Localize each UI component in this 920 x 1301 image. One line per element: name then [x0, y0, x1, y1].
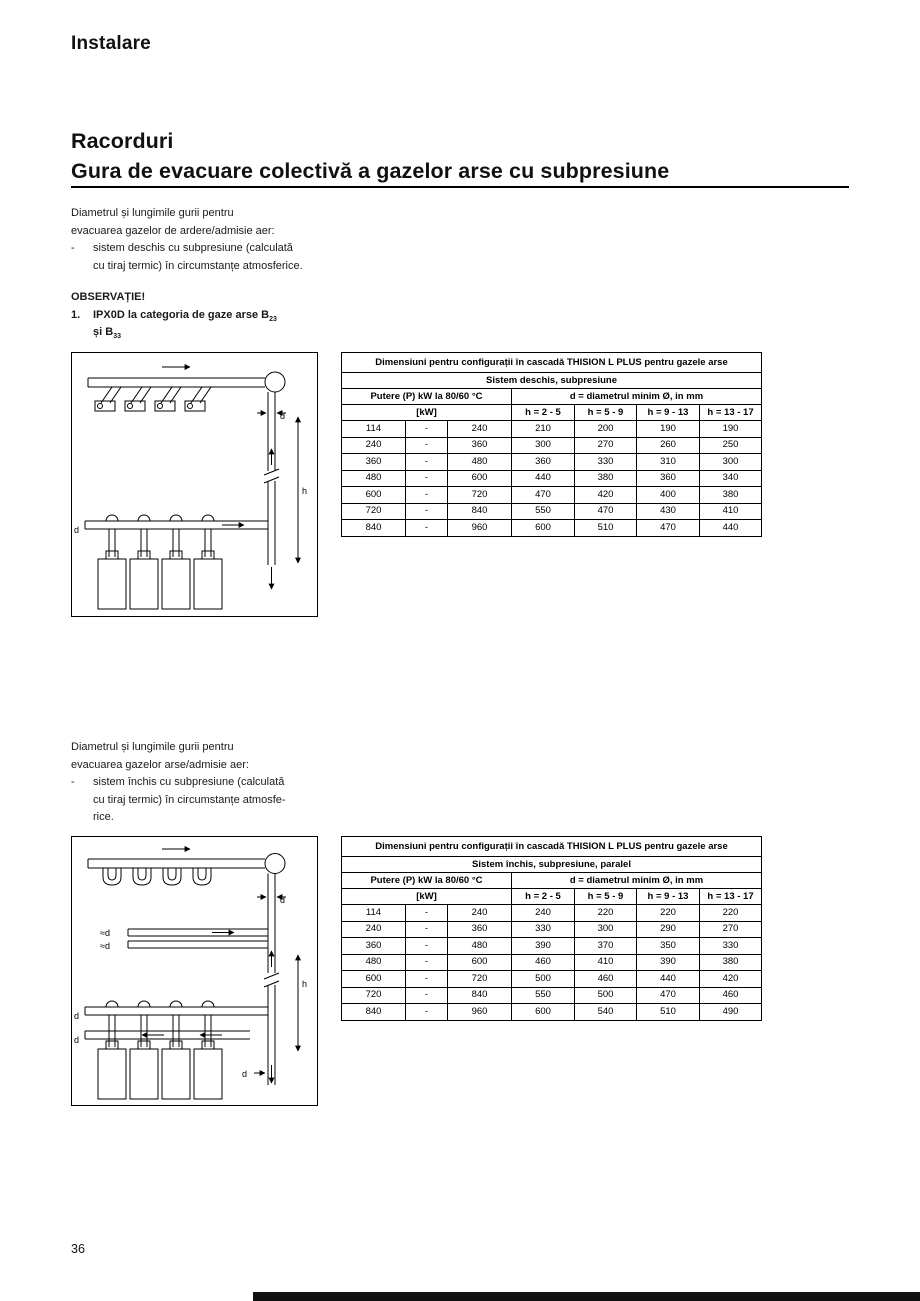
- table-cell: 360: [448, 921, 512, 938]
- table-cell: -: [406, 971, 448, 988]
- table-cell: 840: [342, 520, 406, 537]
- table-row: [342, 1004, 762, 1021]
- table-cell: 500: [575, 987, 637, 1004]
- table-title: Dimensiuni pentru configurații în cascadă THISION L PLUS pentru gazele arse: [342, 837, 762, 857]
- concentric-flue-stubs: [103, 868, 211, 885]
- diameter-column-group: d = diametrul minim Ø, in mm: [512, 873, 762, 889]
- table-cell: 600: [448, 954, 512, 971]
- table-cell: 190: [637, 421, 700, 438]
- vertical-flue-duct: [264, 874, 279, 1086]
- table-cell: 270: [700, 921, 762, 938]
- table-cell: -: [406, 437, 448, 454]
- note-item-text2-main: și B: [93, 326, 114, 338]
- table-cell: 840: [448, 503, 512, 520]
- note-item-number: 1.: [71, 308, 81, 321]
- table-cell: 960: [448, 520, 512, 537]
- paragraph-line: Diametrul și lungimile gurii pentru: [71, 741, 234, 753]
- table-cell: 290: [637, 921, 700, 938]
- power-column-group: Putere (P) kW la 80/60 °C: [342, 873, 512, 889]
- paragraph-line: evacuarea gazelor arse/admisie aer:: [71, 758, 249, 771]
- bullet-text: sistem deschis cu subpresiune (calculată: [93, 242, 293, 254]
- intro-open-paragraph: [71, 205, 361, 275]
- parallel-connector-ducts: [128, 929, 268, 948]
- kw-header: [kW]: [342, 889, 512, 905]
- table-cell: 380: [700, 954, 762, 971]
- table-cell: 840: [342, 1004, 406, 1021]
- table-cell: 360: [512, 454, 575, 471]
- label-approx-d-1: ≈d: [100, 928, 110, 938]
- table-row: [342, 454, 762, 471]
- table-cell: 540: [575, 1004, 637, 1021]
- title-divider-rule: [71, 186, 849, 188]
- table-cell: 550: [512, 987, 575, 1004]
- bullet-item: [71, 240, 361, 258]
- note-item: [71, 307, 361, 325]
- bottom-flue-duct: [85, 1007, 268, 1015]
- table-row: [342, 954, 762, 971]
- table-row: [342, 987, 762, 1004]
- table-cell: 600: [342, 971, 406, 988]
- table-cell: 600: [342, 487, 406, 504]
- cascade-dimensions-table-open: [341, 352, 762, 537]
- cascade-open-diagram-svg: [72, 353, 317, 616]
- diagram-linework: [85, 849, 298, 1099]
- table-cell: 310: [637, 454, 700, 471]
- table-cell: 390: [637, 954, 700, 971]
- table-row: [342, 971, 762, 988]
- table-row: [342, 503, 762, 520]
- cascade-closed-diagram-svg: [72, 837, 317, 1105]
- table-cell: 330: [700, 938, 762, 955]
- table-cell: 470: [637, 987, 700, 1004]
- boilers: [98, 1041, 222, 1099]
- table-cell: 350: [637, 938, 700, 955]
- collector-duct: [88, 372, 285, 392]
- table-cell: 470: [575, 503, 637, 520]
- table-cell: 550: [512, 503, 575, 520]
- diameter-column-group: d = diametrul minim Ø, in mm: [512, 389, 762, 405]
- bullet-item: [71, 774, 361, 792]
- table-cell: -: [406, 487, 448, 504]
- boiler-flue-stubs: [95, 387, 211, 411]
- table-cell: 440: [700, 520, 762, 537]
- table-cell: 114: [342, 421, 406, 438]
- note-item-text-line2: [71, 324, 361, 342]
- table-cell: 330: [512, 921, 575, 938]
- table-cell: 390: [512, 938, 575, 955]
- table-cell: 460: [512, 954, 575, 971]
- table-cell: 440: [512, 470, 575, 487]
- table-cell: 250: [700, 437, 762, 454]
- footer-scan-bar: [253, 1292, 920, 1301]
- table-cell: 960: [448, 1004, 512, 1021]
- kw-header: [kW]: [342, 405, 512, 421]
- note-item-text: [93, 307, 277, 325]
- table-cell: 240: [512, 905, 575, 922]
- table-cell: 720: [342, 503, 406, 520]
- table-cell: 600: [448, 470, 512, 487]
- table-cell: 240: [448, 905, 512, 922]
- paragraph-line: evacuarea gazelor de ardere/admisie aer:: [71, 224, 275, 237]
- table-cell: 470: [637, 520, 700, 537]
- chapter-heading: Instalare: [71, 33, 151, 54]
- table-cell: 410: [575, 954, 637, 971]
- table-cell: 270: [575, 437, 637, 454]
- label-h: h: [302, 486, 308, 496]
- table-cell: 420: [575, 487, 637, 504]
- table-cell: 380: [575, 470, 637, 487]
- table-cell: 840: [448, 987, 512, 1004]
- table-row: [342, 487, 762, 504]
- table-cell: 114: [342, 905, 406, 922]
- table-cell: 510: [575, 520, 637, 537]
- table-cell: 440: [637, 971, 700, 988]
- table-cell: 240: [448, 421, 512, 438]
- table-subtitle: Sistem deschis, subpresiune: [342, 373, 762, 389]
- table-cell: 330: [575, 454, 637, 471]
- h-column-header: h = 13 - 17: [700, 889, 762, 905]
- note-item-subscript2: 33: [113, 333, 121, 341]
- table-row: [342, 520, 762, 537]
- section-title-line1: Racorduri: [71, 129, 174, 153]
- table-cell: 200: [575, 421, 637, 438]
- power-column-group: Putere (P) kW la 80/60 °C: [342, 389, 512, 405]
- table-cell: 240: [342, 437, 406, 454]
- table-cell: -: [406, 470, 448, 487]
- bullet-marker: -: [71, 242, 75, 254]
- table-row: [342, 437, 762, 454]
- label-d-outlet: d: [242, 1069, 248, 1079]
- table-body: [342, 905, 762, 1021]
- table-cell: 190: [700, 421, 762, 438]
- table-cell: 720: [448, 487, 512, 504]
- table-title: Dimensiuni pentru configurații în cascadă THISION L PLUS pentru gazele arse: [342, 353, 762, 373]
- table-cell: 600: [512, 1004, 575, 1021]
- section-title: [71, 126, 669, 186]
- table-cell: 220: [700, 905, 762, 922]
- table-cell: 410: [700, 503, 762, 520]
- table-cell: -: [406, 987, 448, 1004]
- table-cell: 360: [637, 470, 700, 487]
- table-cell: 360: [342, 938, 406, 955]
- table-cell: -: [406, 454, 448, 471]
- table-cell: -: [406, 938, 448, 955]
- table-cell: 370: [575, 938, 637, 955]
- table-row: [342, 421, 762, 438]
- table-cell: 480: [342, 954, 406, 971]
- table-cell: -: [406, 520, 448, 537]
- paragraph-line: Diametrul și lungimile gurii pentru: [71, 207, 234, 219]
- table-cell: 300: [512, 437, 575, 454]
- section-title-line2: Gura de evacuare colectivă a gazelor arse cu subpresiune: [71, 159, 670, 183]
- table-cell: 240: [342, 921, 406, 938]
- table-cell: 720: [342, 987, 406, 1004]
- h-column-header: h = 5 - 9: [575, 405, 637, 421]
- h-column-header: h = 13 - 17: [700, 405, 762, 421]
- vertical-flue-duct: [264, 392, 279, 589]
- page-number: 36: [71, 1242, 85, 1256]
- bottom-air-duct: [85, 1031, 250, 1039]
- table-body: [342, 421, 762, 537]
- table-cell: 460: [575, 971, 637, 988]
- table-cell: -: [406, 954, 448, 971]
- diagram-linework: [85, 367, 298, 609]
- table-row: [342, 921, 762, 938]
- h-column-header: h = 2 - 5: [512, 405, 575, 421]
- bullet-text-continuation: rice.: [93, 811, 114, 823]
- note-item-text-main: IPX0D la categoria de gaze arse B: [93, 308, 270, 321]
- table-cell: 470: [512, 487, 575, 504]
- table-cell: 400: [637, 487, 700, 504]
- table-subtitle: Sistem închis, subpresiune, paralel: [342, 857, 762, 873]
- table-cell: 420: [700, 971, 762, 988]
- table-cell: 260: [637, 437, 700, 454]
- table-cell: 480: [448, 938, 512, 955]
- h-column-header: h = 9 - 13: [637, 889, 700, 905]
- label-d-top: d: [280, 411, 286, 421]
- bullet-marker: -: [71, 776, 75, 788]
- table-cell: 720: [448, 971, 512, 988]
- table-cell: 460: [700, 987, 762, 1004]
- table-row: [342, 470, 762, 487]
- note-block: [71, 289, 361, 342]
- label-d-left-1: d: [74, 1011, 80, 1021]
- table-cell: 360: [448, 437, 512, 454]
- label-d-top: d: [280, 895, 286, 905]
- table-cell: -: [406, 921, 448, 938]
- table-row: [342, 905, 762, 922]
- table-cell: 380: [700, 487, 762, 504]
- duct-end-cap: [265, 372, 285, 392]
- note-heading: OBSERVAȚIE!: [71, 291, 146, 303]
- table-cell: 430: [637, 503, 700, 520]
- table-cell: 340: [700, 470, 762, 487]
- table-cell: -: [406, 1004, 448, 1021]
- table-cell: -: [406, 503, 448, 520]
- table-cell: 510: [637, 1004, 700, 1021]
- table-cell: 300: [700, 454, 762, 471]
- table-cell: -: [406, 421, 448, 438]
- table-cell: 360: [342, 454, 406, 471]
- table-row: [342, 938, 762, 955]
- note-item-subscript: 23: [269, 315, 277, 323]
- bottom-collector-duct: [85, 521, 268, 529]
- table-cell: 480: [448, 454, 512, 471]
- bullet-text: sistem închis cu subpresiune (calculată: [93, 776, 285, 788]
- table-cell: 220: [637, 905, 700, 922]
- bullet-text-continuation: cu tiraj termic) în circumstanțe atmosfe-: [93, 793, 286, 806]
- label-approx-d-2: ≈d: [100, 941, 110, 951]
- diagram-open-system: [71, 352, 318, 617]
- duct-end-cap: [265, 854, 285, 874]
- h-column-header: h = 2 - 5: [512, 889, 575, 905]
- boiler-connection-loops: [106, 1001, 214, 1047]
- cascade-dimensions-table-closed: [341, 836, 762, 1021]
- table-cell: 300: [575, 921, 637, 938]
- bullet-text-continuation: cu tiraj termic) în circumstanțe atmosferice.: [93, 259, 303, 272]
- table-cell: 480: [342, 470, 406, 487]
- label-h: h: [302, 979, 308, 989]
- table-cell: 220: [575, 905, 637, 922]
- table-cell: -: [406, 905, 448, 922]
- h-column-header: h = 9 - 13: [637, 405, 700, 421]
- table-cell: 600: [512, 520, 575, 537]
- label-d-left: d: [74, 525, 80, 535]
- label-d-left-2: d: [74, 1035, 80, 1045]
- h-column-header: h = 5 - 9: [575, 889, 637, 905]
- table-cell: 500: [512, 971, 575, 988]
- table-cell: 210: [512, 421, 575, 438]
- boilers: [98, 551, 222, 609]
- diagram-closed-system: [71, 836, 318, 1106]
- table-cell: 490: [700, 1004, 762, 1021]
- intro-closed-paragraph: [71, 739, 361, 827]
- collector-duct: [88, 854, 285, 874]
